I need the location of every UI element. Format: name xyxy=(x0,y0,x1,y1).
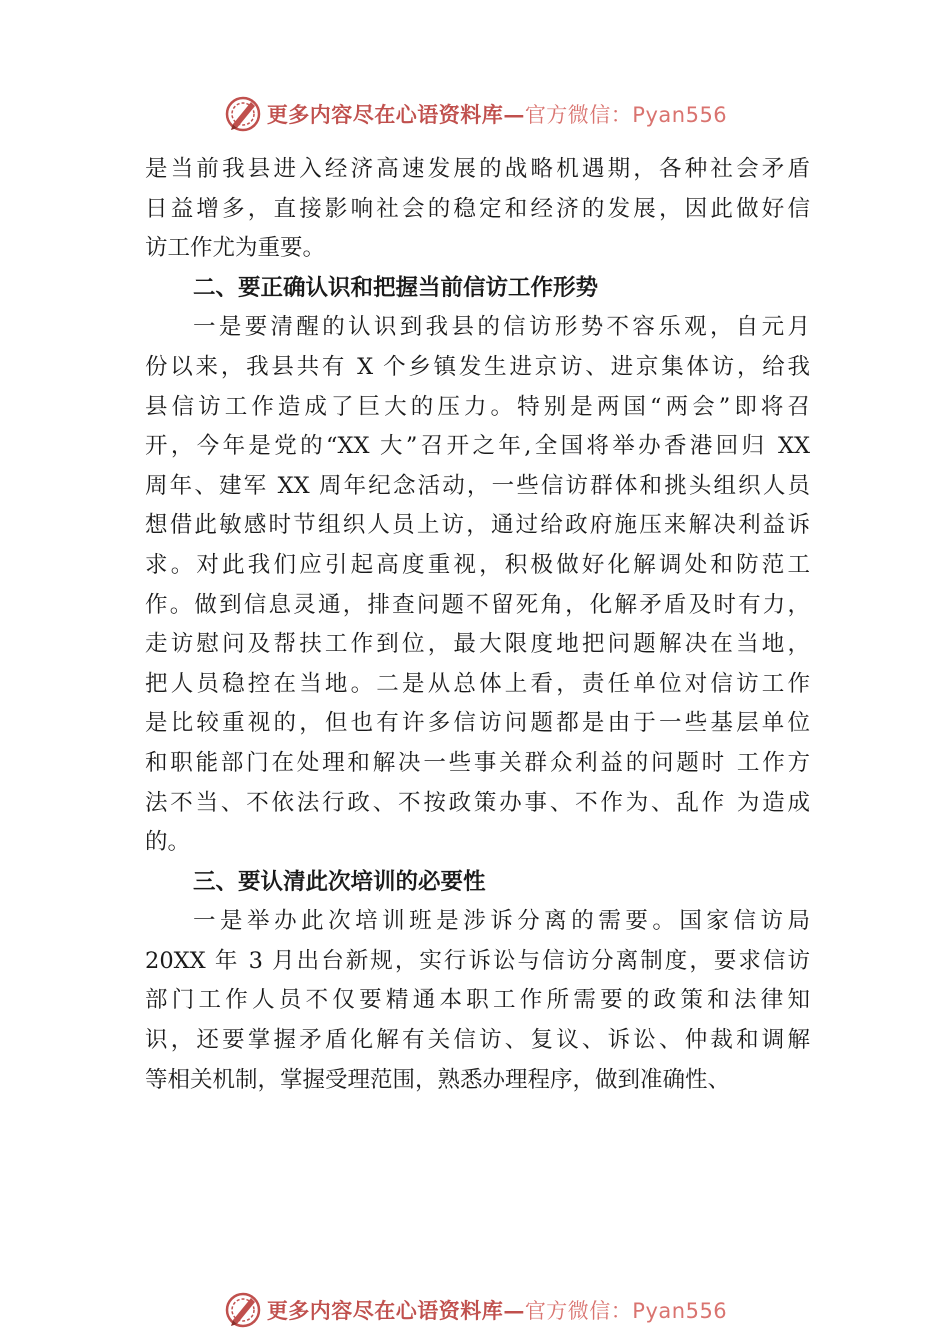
body-text-line: 开，今年是党的“XX 大”召开之年,全国将举办香港回归 XX xyxy=(145,433,810,460)
body-text-line: 的。 xyxy=(145,829,191,856)
section-heading: 三、要认清此次培训的必要性 xyxy=(193,868,486,895)
watermark-wechat: 官方微信：Pyan556 xyxy=(524,1299,728,1323)
watermark-dash: — xyxy=(503,1298,525,1323)
pen-logo-icon xyxy=(223,1290,263,1330)
body-text-line: 等相关机制，掌握受理范围，熟悉办理程序，做到准确性、 xyxy=(145,1066,731,1093)
section-heading: 二、要正确认识和把握当前信访工作形势 xyxy=(193,274,599,301)
body-text-line: 把人员稳控在当地。二是从总体上看，责任单位对信访工作 xyxy=(145,670,810,697)
body-text-line: 一是举办此次培训班是涉诉分离的需要。国家信访局 xyxy=(193,908,810,935)
body-text-line: 日益增多，直接影响社会的稳定和经济的发展，因此做好信 xyxy=(145,195,810,222)
body-text-line: 部门工作人员不仅要精通本职工作所需要的政策和法律知 xyxy=(145,987,810,1014)
watermark-main: 更多内容尽在心语资料库 xyxy=(266,102,504,127)
body-text-line: 想借此敏感时节组织人员上访，通过给政府施压来解决利益诉 xyxy=(145,512,810,539)
body-text-line: 县信访工作造成了巨大的压力。特别是两国“两会”即将召 xyxy=(145,393,810,420)
pen-logo-icon xyxy=(223,94,263,134)
body-text-line: 周年、建军 XX 周年纪念活动，一些信访群体和挑头组织人员 xyxy=(145,472,810,499)
watermark-dash: — xyxy=(503,102,525,127)
footer-watermark-banner xyxy=(0,1288,950,1332)
watermark-main: 更多内容尽在心语资料库 xyxy=(266,1298,504,1323)
body-text-line: 走访慰问及帮扶工作到位，最大限度地把问题解决在当地， xyxy=(145,631,810,658)
header-watermark-banner xyxy=(0,92,950,136)
body-text-line: 是比较重视的，但也有许多信访问题都是由于一些基层单位 xyxy=(145,710,810,737)
body-text-line: 作。做到信息灵通，排查问题不留死角，化解矛盾及时有力， xyxy=(145,591,810,618)
watermark-text xyxy=(267,99,727,129)
body-text-line: 求。对此我们应引起高度重视，积极做好化解调处和防范工 xyxy=(145,551,810,578)
watermark-wechat: 官方微信：Pyan556 xyxy=(524,103,728,127)
body-text-line: 访工作尤为重要。 xyxy=(145,235,326,262)
body-text-line: 法不当、不依法行政、不按政策办事、不作为、乱作 为造成 xyxy=(145,789,810,816)
body-text-line: 是当前我县进入经济高速发展的战略机遇期，各种社会矛盾 xyxy=(145,156,810,182)
body-text-line: 和职能部门在处理和解决一些事关群众利益的问题时 工作方 xyxy=(145,749,810,776)
body-text-line: 份以来，我县共有 X 个乡镇发生进京访、进京集体访，给我 xyxy=(145,353,810,380)
body-text-line: 20XX 年 3 月出台新规，实行诉讼与信访分离制度，要求信访 xyxy=(145,947,810,974)
body-text-line: 一是要清醒的认识到我县的信访形势不容乐观，自元月 xyxy=(193,314,810,341)
document-body xyxy=(145,150,810,1100)
watermark-text xyxy=(267,1295,727,1325)
body-text-line: 识，还要掌握矛盾化解有关信访、复议、诉讼、仲裁和调解 xyxy=(145,1027,810,1054)
